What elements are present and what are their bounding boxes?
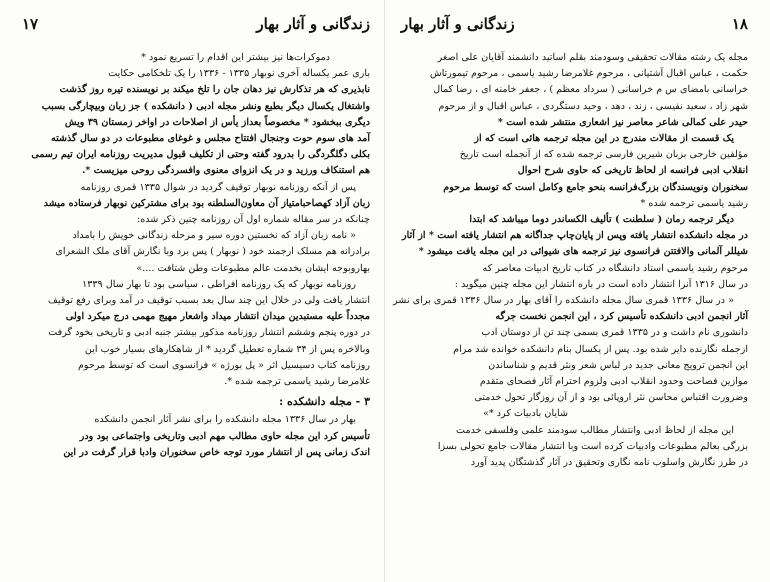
text-line: آمد های سوم حوت وجنجال افتتاح مجلس و غوغای مطبوعات در دو سال گذشته <box>50 133 370 145</box>
section-heading: ۳ - مجله دانشکده : <box>279 395 370 409</box>
text-line: آثار انجمن ادبی دانشکده تأسیس کرد ، این انجمن نخست جرگه <box>495 311 748 323</box>
text-line: حیدر علی کمالی شاعر معاصر نیز اشعاری منتشر شده است * <box>497 116 748 128</box>
text-line: وبالاخره پس از ۳۴ شماره تعطیل گردید * از شاهکارهای بسیار خوب این <box>84 343 370 355</box>
text-line: دموکرات‌ها نیز بیشتر این اقدام را تسریع نمود * <box>141 52 330 63</box>
text-line: موازین فصاحت وحدود انقلاب ادبی ولزوم احترام آثار فصحای متقدم <box>479 376 748 388</box>
text-line: بکلی دگلگردگی را بدرود گفته وحتی از تکلیف قبول مدیریت روزنامه ایران تیم رسمی <box>31 149 370 161</box>
text-line: خراسانی بامضای س م خراسانی ( سرداد معظم ) ، جعفر خامنه ای ، رضا کمال <box>433 84 748 96</box>
text-line: برادرانه هم مسلک ارجمند خود ( نوبهار ) پس برد وبا نگارش آقای ملک الشعرای <box>55 246 370 258</box>
text-line: اندک زمانی پس از انتشار مورد توجه خاص سخنوران وادبا قرار گرفت در این <box>63 446 370 458</box>
text-line: هم استنکاف ورزید و در یک انزوای معنوی وافسردگی روحی میزیست *. <box>82 165 370 177</box>
text-line: این مجله از لحاظ ادبی وانتشار مطالب سودمند علمی وفلسفی خدمت <box>456 424 734 436</box>
text-line: روزنامه کتاب دسیسیل اثر « پل بورژه » فرانسوی است که توسط مرحوم <box>77 359 370 371</box>
text-line: « در سال ۱۳۳۶ قمری سال مجله دانشکده را آقای بهار در سال ۱۳۳۶ قمری برای نشر <box>393 295 734 307</box>
page-number: ۱۷ <box>22 15 39 33</box>
text-line: یک قسمت از مقالات مندرج در این مجله ترجمه هائی است که از <box>474 133 734 145</box>
text-line: ازجمله نگارنده دایر شده بود. پس از یکسال بنام دانشکده خوانده شد مرام <box>453 343 748 355</box>
text-line: بزرگی بعالم مطبوعات وادبیات کرده است وبا انتشار مقالات جامع تحولی بسزا <box>437 440 748 452</box>
text-line: باری عمر یکساله آخری نوبهار ۱۳۳۵ - ۱۳۳۶ را یک تلخکامی حکایت <box>108 68 370 80</box>
text-line: شیللر آلمانی والافتتن فرانسوی نیز ترجمه های شیوائی در این مجله یافت میشود * <box>418 246 748 258</box>
left-page-body <box>22 50 370 461</box>
text-line: پس از آنکه روزنامه نوبهار توقیف گردید در شوال ۱۳۳۵ قمری روزنامه <box>80 181 356 193</box>
text-line: غلامرضا رشید یاسمی ترجمه شده *. <box>224 376 370 388</box>
left-page-header <box>22 8 370 40</box>
text-line: روزنامه نوبهار که یک روزنامه افراطی ، سیاسی بود تا بهار سال ۱۳۳۹ <box>82 278 356 290</box>
page-number: ۱۸ <box>731 15 748 33</box>
text-line: مجله یک رشته مقالات تحقیقی وسودمند بقلم اساتید دانشمند آقایان علی اصغر <box>437 52 748 63</box>
text-line: زبان آزاد کهصاحبامتیاز آن معاون‌السلطنه بود برای مشترکین نوبهار فرستاده میشد <box>43 197 370 209</box>
text-line: در دوره پنجم وششم انتشار روزنامه مذکور بیشتر جنبه ادبی و تاریخی بخود گرفت <box>48 327 370 339</box>
text-line: بهاروبوجه ایشان بخدمت عالم مطبوعات وطن شتافت ....» <box>136 262 370 274</box>
running-title: زندگانی و آثار بهار <box>401 15 515 33</box>
text-line: دیگری ببخشود * مخصوصاً بعداز یأس از اصلاحات در اواخر زمستان ۳۹ ویش <box>64 116 370 128</box>
text-line: مجدداً علیه مستبدین میدان انتشار میداد واشعار مهیج مهمی درج میکرد اولی <box>65 311 370 323</box>
text-line: سخنوران ونویسندگان بزرگ‌فرانسه بنحو جامع وکامل است که توسط مرحوم <box>443 181 748 193</box>
text-line: انتشار یافت ولی در خلال این چند سال بعد بسبب توقیف در آمد وبرای رفع توقیف <box>48 295 370 307</box>
text-line: بهار در سال ۱۳۳۶ مجله دانشکده را برای نشر آثار انجمن دانشکده <box>94 414 356 426</box>
text-line: دیگر ترجمه رمان ( سلطنت ) تألیف الکساندر دوما میباشد که ابتدا <box>469 214 734 226</box>
text-line: انقلاب ادبی فرانسه از لحاظ تاریخی که حاوی شرح احوال <box>517 165 748 177</box>
text-line: واشتغال یکسال دیگر بطبع ونشر مجله ادبی ( دانشکده ) جز زبان وبیچارگی بسبب <box>41 100 370 112</box>
text-line: شایان بادبیات کرد *» <box>483 408 568 420</box>
text-line: رشید یاسمی ترجمه شده * <box>640 197 748 209</box>
text-line: نابذیری که هر تذکارش نیز دهان جان را تلخ میکند بر نویسنده تیره روز گذشت <box>59 84 370 96</box>
text-line: در مجله دانشکده انتشار یافته وپس از پایان‌چاپ جداگانه هم انتشار یافته است * از آثار <box>402 230 748 242</box>
running-title: زندگانی و آثار بهار <box>256 15 370 33</box>
text-line: در طرز نگارش واسلوب نامه نگاری وتحقیق در آثار گذشتگان پدید آورد <box>470 457 748 469</box>
text-line: در سال ۱۳۱۶ آنرا انتشار داده است در باره انتشار این مجله چنین میگوید : <box>454 278 748 290</box>
text-line: حکمت ، عباس اقبال آشتیانی ، مرحوم غلامرضا رشید یاسمی ، مرحوم تیمورتاش <box>430 68 748 80</box>
text-line: دانشوری نام داشت و در ۱۳۳۵ قمری بسمی چند تن از دوستان ادب <box>481 327 748 339</box>
text-line: وضرورت اقتباس محاسن نثر اروپائی بود و از آن روزگار تحول خدمتی <box>474 392 748 404</box>
right-page-body <box>393 50 748 471</box>
text-line: تأسیس کرد این مجله حاوی مطالب مهم ادبی وتاریخی واجتماعی بود ودر <box>79 430 370 442</box>
text-line: مرحوم رشید یاسمی استاد دانشگاه در کتاب تاریخ ادبیات معاصر که <box>482 262 748 274</box>
right-page-header <box>401 8 748 40</box>
text-line: « نامه زبان آزاد که نخستین دوره سیر و مرحله زندگانی خویش را بامداد <box>72 230 356 242</box>
right-page <box>385 0 770 582</box>
text-line: این انجمن ترویج معانی جدید در لباس شعر ونثر قدیم و شناساندن <box>488 359 748 371</box>
text-line: مؤلفین خارجی بزبان شیرین فارسی ترجمه شده که از آنجمله است تاریخ <box>459 149 748 161</box>
text-line: چنانکه در سر مقاله شماره اول آن روزنامه چنین ذکر شده: <box>137 214 370 226</box>
text-line: شهر زاد ، سعید نفیسی ، زند ، دهد ، وحید دستگردی ، عباس اقبال و از مرحوم <box>438 100 748 112</box>
